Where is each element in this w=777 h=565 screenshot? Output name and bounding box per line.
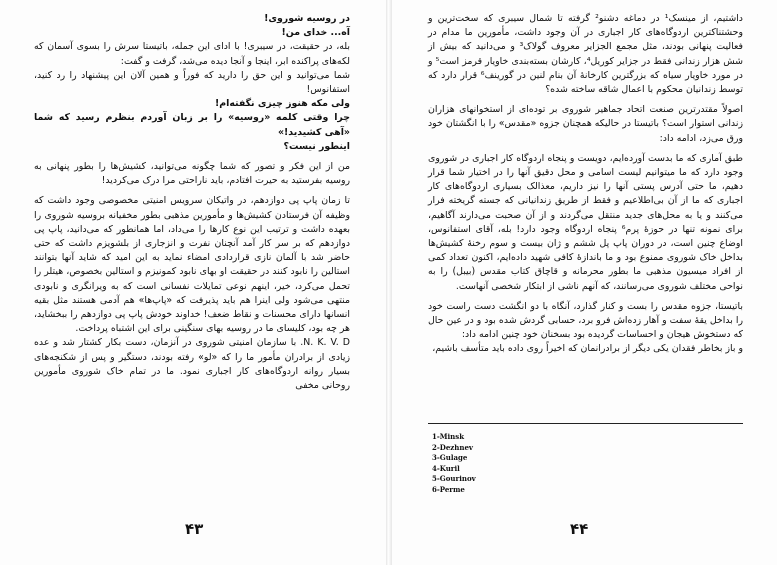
paragraph: تا زمان پاپ پی دوازدهم، در واتیکان سرویس امنیتی مخصوصی وجود داشت که وظیفه آن فرستادن کشیش‌ها و مأمورین مذهبی بطور مخفیانه بروسیه شوروی را بعهده داشت و ترتیب این نوع کارها را می‌داد، اما همانطور که می‌دانید، پاپ پی دوازدهم که بر سر کار آمد آنچنان نفرت و انزجاری از بلشویزم داشت که حتی حاضر شد با آلمان نازی قراردادی امضاء نماید به این امید که شاید آنها بتوانند استالین را نابود کنند در حقیقت او بهای نابود کمونیزم و استالین بخصوص، هیتلر را تحمل می‌کرد، خیر، اینهم نوعی تمایلات نفسانی است که به ویرانگری و نابودی منتهی می‌شود ولی اینرا هم باید پذیرفت که «پاپ‌ها» هم آدمی هستند مثل بقیه انسانها دارای محسنات و نقاط ضعف! خداوند خودش پاپ پی دوازدهم را ببخشاید، هر چه بود، کلیسای ما در روسیه بهای سنگینی برای این اشتباه پرداخت. (34, 195, 350, 335)
footnote: 3-Gulage (432, 453, 468, 463)
paragraph: باتیستا، جزوه مقدس را بست و کنار گذارد، آنگاه با دو انگشت دست راست خود را بداخل یقهٔ سفت و آهار زده‌اش فرو برد، حسابی گردش شده بود و در عین حال که دستخوش هیجان و احساسات گردیده بود بسخنان خود چنین ادامه داد: (428, 300, 743, 341)
paragraph: آه... خدای من! (281, 27, 350, 39)
left-page-body (34, 12, 350, 393)
paragraph: اینطور نیست؟ (283, 140, 350, 152)
left-page (0, 0, 386, 565)
paragraph: شما می‌توانید و این حق را دارید که فوراً و همین آلان این پیشنهاد را رد کنید، استفانوس! (34, 69, 350, 96)
paragraph: بله، در حقیقت، در سیبری! با ادای این جمله، باتیستا سرش را بسوی آسمان که لکه‌های پراکنده ابر، اینجا و آنجا دیده می‌شد، گرفت و گفت: (34, 41, 350, 67)
page-number: ۴۳ (185, 520, 204, 538)
footnote: 2-Dezhnev (432, 442, 473, 452)
paragraph: در روسیه شوروی! (264, 13, 350, 24)
footnote-separator (428, 423, 743, 424)
paragraph: اصولاً مقتدرترین صنعت اتحاد جماهیر شوروی بر توده‌ای از استخوانهای هزاران زندانی استوار است؟ باتیستا در حالیکه همچنان جزوه «مقدس» را با انگشتان خود ورق می‌زد، ادامه داد: (428, 104, 743, 144)
paragraph: N. K. V. D. با سازمان امنیتی شوروی در آنزمان، دست بکار کشتار شد و عده زیادی از برادران مأمور ما را که «لو» رفته بودند، دستگیر و پس از شکنجه‌های بسیار روانه اردوگاه‌های کار اجباری نمود. ما در تمام خاک شوروی مأمورین روحانی مخفی (34, 337, 350, 392)
footnote: 6-Perme (432, 484, 465, 494)
paragraph: چرا وقتی کلمه «روسیه» را بر زبان آوردم بنظرم رسید که شما «آهی کشیدید!» (34, 112, 350, 138)
footnote: 1-Minsk (432, 432, 465, 441)
footnote: 5-Gourinov (432, 474, 476, 484)
footnote: 4-Kuril (432, 463, 460, 473)
paragraph: و باز بخاطر فقدان یکی دیگر از برادرانمان که اخیراً روی داده باید متأسف باشیم، (432, 343, 743, 355)
right-page (392, 0, 777, 565)
paragraph: داشتیم، از مینسک¹ در دماغه دشنو² گرفته تا شمال سیبری که سخت‌ترین و وحشتناکترین اردوگاه‌های کار اجباری در آن وجود داشت، مأمورین ما مدام در فعالیت پنهانی بودند، مثل مجمع الجزایر معروف گولاک³ و می‌دانید که بیش از شش هزار زندانی فقط در جزایر کوریل⁴، کارشان بسته‌بندی خاویار قرمز است⁵ و در مورد خاویار سیاه که بزرگترین کارخانهٔ آن بنام لنین در گورینف⁶ قرار دارد که توسط زندانیان محکوم با اعمال شاقه ساخته شده؟ (428, 13, 744, 96)
footnotes (432, 432, 476, 496)
paragraph: ولی مکه هنوز چیزی نگفته‌ام! (214, 98, 350, 110)
right-page-body (428, 12, 743, 357)
paragraph: من از این فکر و تصور که شما چگونه می‌توانید، کشیش‌ها را بطور پنهانی به روسیه بفرستید به حیرت افتادم، باید ناراحتی مرا درک می‌کردید! (34, 161, 350, 187)
paragraph: طبق آماری که ما بدست آورده‌ایم، دویست و پنجاه اردوگاه کار اجباری در شوروی وجود دارد که ما میتوانیم لیست اسامی و محل دقیق آنها را در اختیار شما قرار دهیم، ما حتی آدرس پستی آنها را نیز داریم، معذالک بسیاری اردوگاه‌های کار اجباری که ما از آن بی‌اطلاعیم و فقط از طریق زندانیانی که جسته گریخته فرار می‌کنند و یا به محل‌های جدید منتقل می‌گردند و از آن صحبت می‌دارند آگاهیم، برای نمونه تنها در حوزهٔ پرم⁶ پنجاه اردوگاه وجود دارد! بله، آقای استفانوس، اوضاع چنین است، در دوران پاپ پل ششم و ژان بیست و سوم رخنهٔ کشیش‌ها بداخل خاک شوروی ممنوع بود و ما باندازهٔ کافی شهید داده‌ایم، اکنون تعداد کمی از افراد میسیون مذهبی ما بطور محرمانه و قاچاق کتاب مقدس (بیبل) را به نواحی مختلف شوروی می‌رسانند، که آنهم ناشی از ابتکار شخصی آنهاست. (428, 152, 743, 292)
page-number: ۴۴ (570, 520, 589, 538)
